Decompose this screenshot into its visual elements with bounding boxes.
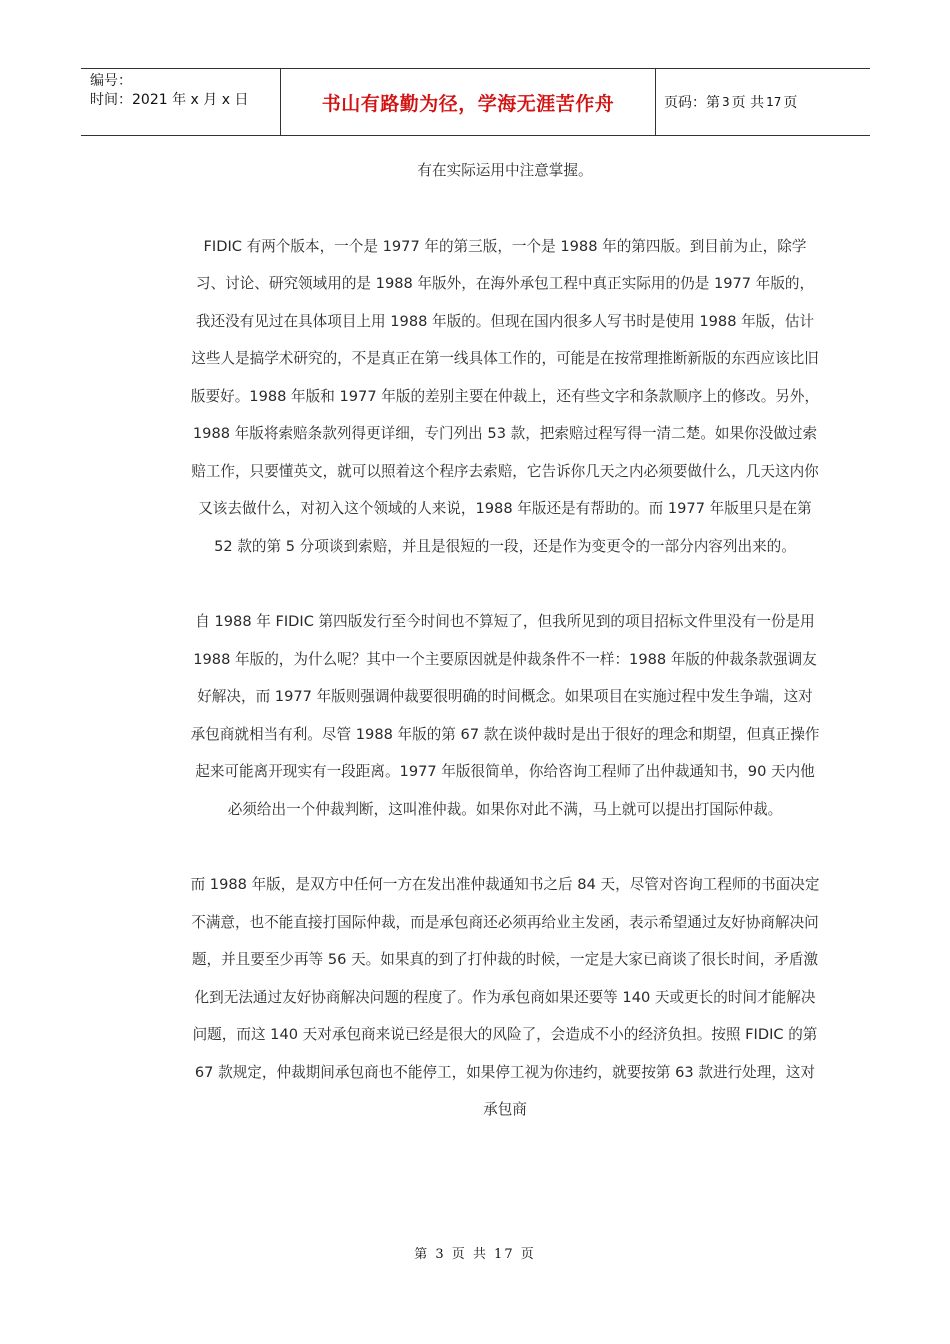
header-page-indicator bbox=[656, 69, 870, 135]
header-motto: 书山有路勤为径，学海无涯苦作舟 bbox=[281, 69, 656, 135]
paragraph-arbitration-difference: 自 1988 年 FIDIC 第四版发行至今时间也不算短了，但我所见到的项目招标文件里没有一份是用 1988 年版的，为什么呢？其中一个主要原因就是仲裁条件不一样：1988 年版的仲裁条款强调友好解决，而 1977 年版则强调仲裁要很明确的时间概念。如果项目在实施过程中发生争端，这对承包商就相当有利。尽管 1988 年版的第 67 款在谈仲裁时是出于很好的理念和期望，但真正操作起来可能离开现实有一段距离。1977 年版很简单，你给咨询工程师了出仲裁通知书，90 天内他必须给出一个仲裁判断，这叫准仲裁。如果你对此不满，马上就可以提出打国际仲裁。 bbox=[190, 613, 820, 818]
page-current: 3 bbox=[722, 95, 730, 109]
time-label: 时间：2021 年 x 月 x 日 bbox=[90, 92, 249, 108]
document-body bbox=[190, 152, 820, 1167]
header-info-cell bbox=[81, 69, 281, 135]
page-footer: 第 3 页 共 17 页 bbox=[414, 1247, 536, 1262]
page-header bbox=[81, 68, 870, 136]
page-suffix: 页 bbox=[783, 95, 798, 111]
page-middle: 页 共 bbox=[731, 95, 765, 111]
number-label: 编号： bbox=[90, 73, 132, 89]
paragraph-1988-procedure: 而 1988 年版，是双方中任何一方在发出准仲裁通知书之后 84 天，尽管对咨询工程师的书面决定不满意，也不能直接打国际仲裁，而是承包商还必须再给业主发函，表示希望通过友好协商解决问题，并且要至少再等 56 天。如果真的到了打仲裁的时候，一定是大家已商谈了很长时间，矛盾激化到无法通过友好协商解决问题的程度了。作为承包商如果还要等 140 天或更长的时间才能解决问题，而这 140 天对承包商来说已经是很大的风险了，会造成不小的经济负担。按照 FIDIC 的第 67 款规定，仲裁期间承包商也不能停工，如果停工视为你违约，就要按第 63 款进行处理，这对承包商 bbox=[190, 876, 820, 1118]
paragraph-fidic-versions: FIDIC 有两个版本，一个是 1977 年的第三版，一个是 1988 年的第四版。到目前为止，除学习、讨论、研究领域用的是 1988 年版外，在海外承包工程中真正实际用的仍是 1977 年版的，我还没有见过在具体项目上用 1988 年版的。但现在国内很多人写书时是使用 1988 年版，估计这些人是搞学术研究的，不是真正在第一线具体工作的，可能是在按常理推断新版的东西应该比旧版要好。1988 年版和 1977 年版的差别主要在仲裁上，还有些文字和条款顺序上的修改。另外，1988 年版将索赔条款列得更详细，专门列出 53 款，把索赔过程写得一清二楚。如果你没做过索赔工作，只要懂英文，就可以照着这个程序去索赔，它告诉你几天之内必须要做什么，几天这内你又该去做什么，对初入这个领域的人来说，1988 年版还是有帮助的。而 1977 年版里只是在第 52 款的第 5 分项谈到索赔，并且是很短的一段，还是作为变更令的一部分内容列出来的。 bbox=[190, 237, 820, 555]
page-total: 17 bbox=[766, 95, 782, 109]
paragraph-continuation: 有在实际运用中注意掌握。 bbox=[417, 162, 593, 179]
page-prefix: 页码：第 bbox=[664, 95, 720, 111]
